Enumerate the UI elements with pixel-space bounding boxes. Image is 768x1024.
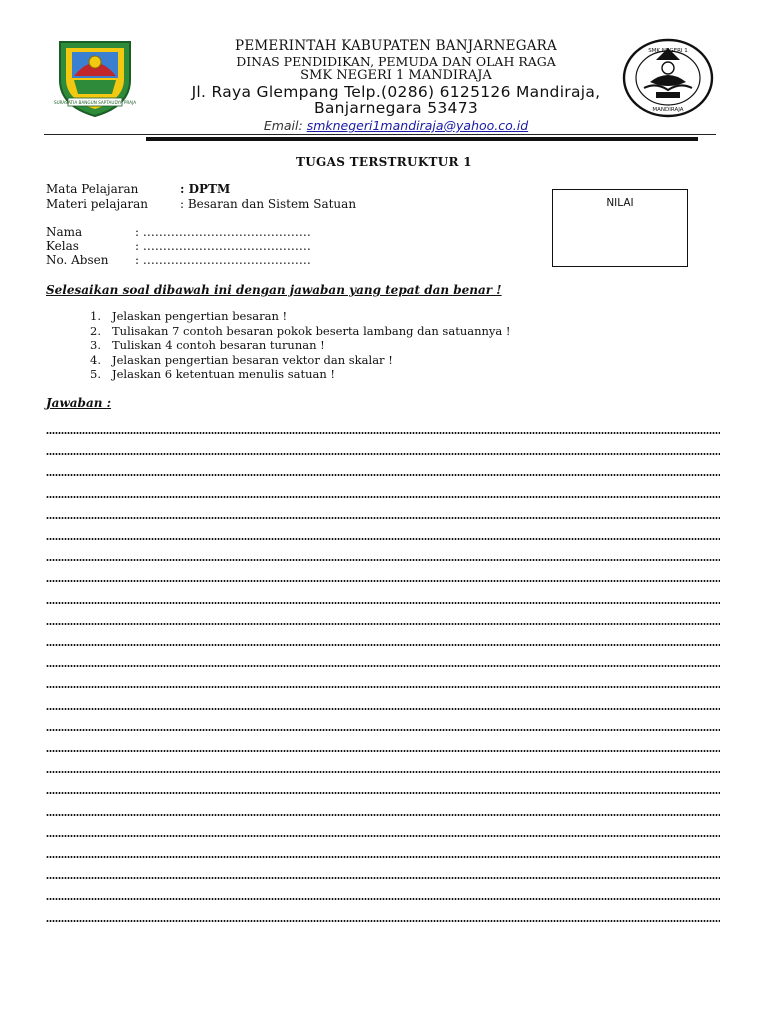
- email-line: [146, 118, 646, 133]
- answer-line[interactable]: [46, 749, 720, 753]
- question-number: 1.: [90, 309, 101, 323]
- email-label: Email:: [263, 118, 303, 133]
- question-number: 4.: [90, 352, 101, 367]
- list-item: [90, 338, 511, 353]
- answer-line[interactable]: [46, 622, 720, 626]
- answer-line[interactable]: [46, 834, 720, 838]
- answer-line[interactable]: [46, 473, 720, 477]
- answer-line[interactable]: [46, 813, 720, 817]
- answer-line[interactable]: [46, 897, 720, 901]
- answer-line[interactable]: [46, 643, 720, 647]
- email-link[interactable]: smknegeri1mandiraja@yahoo.co.id: [306, 118, 529, 133]
- answer-line[interactable]: [46, 791, 720, 795]
- material-label: Materi pelajaran: [46, 197, 149, 211]
- answer-line[interactable]: [46, 685, 720, 689]
- name-label: Nama: [46, 225, 83, 239]
- roll-number-field[interactable]: : ……………………………………: [135, 253, 311, 267]
- letterhead-divider-thick: [146, 137, 698, 141]
- letterhead-divider-thin: [44, 134, 716, 135]
- answer-line[interactable]: [46, 919, 720, 923]
- question-number: 5.: [90, 367, 101, 381]
- answer-line[interactable]: [46, 876, 720, 880]
- roll-number-label: No. Absen: [46, 253, 109, 267]
- seal-bottom-text: MANDIRAJA: [652, 107, 684, 113]
- seal-top-text: SMK NEGERI 1: [648, 48, 688, 54]
- answer-line[interactable]: [46, 516, 720, 520]
- school-address: Jl. Raya Glempang Telp.(0286) 6125126 Mandiraja,: [191, 83, 601, 101]
- list-item: [90, 309, 511, 324]
- subject-label: Mata Pelajaran: [46, 182, 139, 196]
- answer-line[interactable]: [46, 431, 720, 435]
- government-name: PEMERINTAH KABUPATEN BANJARNEGARA: [235, 38, 557, 54]
- name-field[interactable]: : ……………………………………: [135, 225, 311, 239]
- answer-line[interactable]: [46, 452, 720, 456]
- answer-heading: Jawaban :: [46, 396, 112, 410]
- regency-motto: SURASATIA BANGUN SAPTAUDYA PRAJA: [54, 100, 136, 105]
- class-label: Kelas: [46, 239, 79, 253]
- grade-label: NILAI: [606, 197, 634, 209]
- answer-line[interactable]: [46, 579, 720, 583]
- answer-line[interactable]: [46, 770, 720, 774]
- list-item: [90, 324, 511, 339]
- answer-line[interactable]: [46, 495, 720, 499]
- question-text: Tuliskan 4 contoh besaran turunan !: [112, 338, 325, 352]
- question-text: Jelaskan 6 ketentuan menulis satuan !: [112, 367, 336, 381]
- subject-value: : DPTM: [180, 182, 231, 196]
- question-list: [90, 309, 511, 382]
- question-number: 2.: [90, 323, 101, 338]
- assignment-title: TUGAS TERSTRUKTUR 1: [296, 155, 472, 169]
- material-value: : Besaran dan Sistem Satuan: [180, 197, 357, 211]
- question-text: Tulisakan 7 contoh besaran pokok beserta lambang dan satuannya !: [112, 323, 511, 338]
- list-item: [90, 353, 511, 368]
- question-text: Jelaskan pengertian besaran vektor dan skalar !: [112, 352, 393, 367]
- answer-line[interactable]: [46, 707, 720, 711]
- answer-line[interactable]: [46, 728, 720, 732]
- school-seal-icon: [622, 38, 714, 118]
- class-field[interactable]: : ……………………………………: [135, 239, 311, 253]
- answer-line[interactable]: [46, 558, 720, 562]
- instruction-text: Selesaikan soal dibawah ini dengan jawaban yang tepat dan benar !: [46, 283, 502, 297]
- school-name: SMK NEGERI 1 MANDIRAJA: [300, 68, 492, 83]
- regency-emblem-icon: [54, 36, 136, 118]
- answer-line[interactable]: [46, 855, 720, 859]
- question-number: 3.: [90, 338, 101, 352]
- school-city: Banjarnegara 53473: [313, 99, 479, 117]
- question-text: Jelaskan pengertian besaran !: [112, 309, 288, 323]
- answer-line[interactable]: [46, 664, 720, 668]
- answer-line[interactable]: [46, 537, 720, 541]
- list-item: [90, 367, 511, 382]
- department-name: DINAS PENDIDIKAN, PEMUDA DAN OLAH RAGA: [236, 54, 556, 69]
- answer-line[interactable]: [46, 601, 720, 605]
